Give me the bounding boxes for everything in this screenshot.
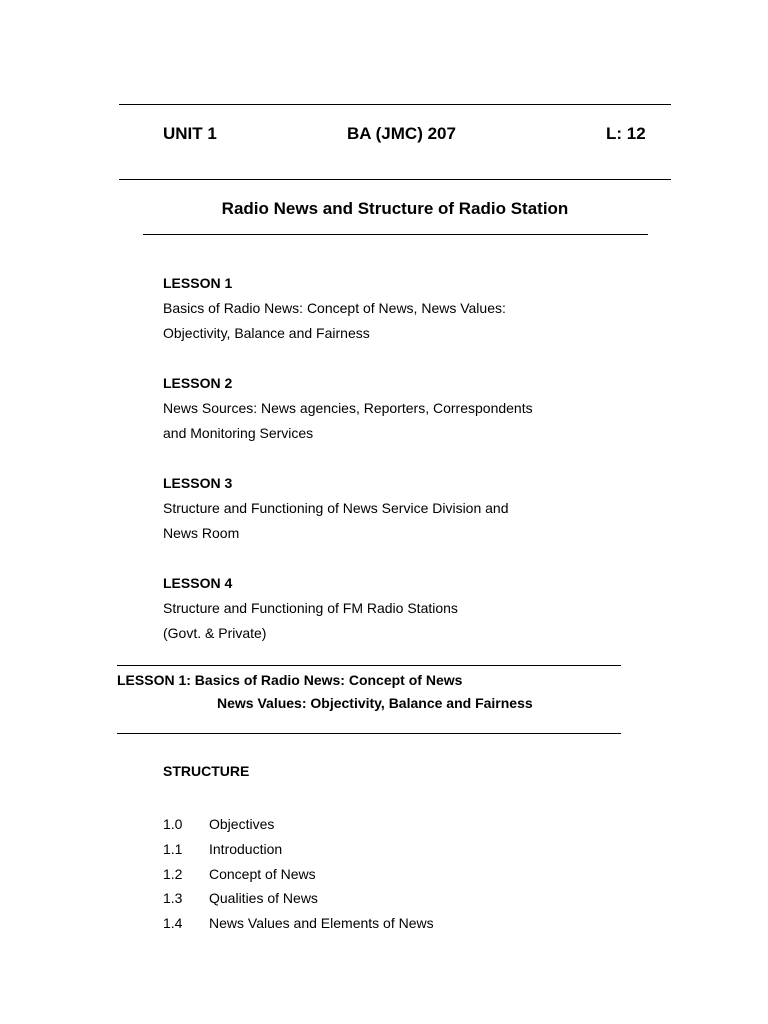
item-number: 1.1 bbox=[163, 840, 183, 857]
lesson-3-block bbox=[163, 471, 509, 546]
lesson-line: Objectivity, Balance and Fairness bbox=[163, 325, 370, 341]
header-top-rule bbox=[119, 104, 671, 105]
lesson-count: L: 12 bbox=[606, 124, 646, 143]
title-rule bbox=[143, 234, 648, 235]
list-item bbox=[163, 812, 434, 837]
lesson-heading-bottom-rule bbox=[117, 733, 621, 734]
item-text: Qualities of News bbox=[209, 890, 318, 907]
item-text: Concept of News bbox=[209, 865, 316, 882]
list-item bbox=[163, 837, 434, 862]
item-text: Introduction bbox=[209, 840, 283, 857]
lesson-line: News Sources: News agencies, Reporters, Correspondents bbox=[163, 400, 533, 416]
structure-heading: STRUCTURE bbox=[163, 763, 250, 779]
lesson-4-block bbox=[163, 571, 458, 646]
lesson-line: Structure and Functioning of News Service Division and bbox=[163, 500, 509, 516]
lesson-label: LESSON 3 bbox=[163, 475, 233, 491]
item-text: Objectives bbox=[209, 816, 275, 832]
item-text: News Values and Elements of News bbox=[209, 915, 434, 932]
lesson-line: (Govt. & Private) bbox=[163, 625, 267, 641]
lesson-heading-top-rule bbox=[117, 665, 621, 666]
item-number: 1.0 bbox=[163, 816, 183, 832]
lesson-1-block bbox=[163, 271, 506, 346]
item-number: 1.3 bbox=[163, 890, 183, 907]
item-number: 1.4 bbox=[163, 915, 183, 932]
lesson-2-block bbox=[163, 371, 533, 446]
item-number: 1.2 bbox=[163, 865, 183, 882]
header-bottom-rule bbox=[119, 179, 671, 180]
lesson-line: and Monitoring Services bbox=[163, 425, 314, 441]
lesson-heading-line-1: LESSON 1: Basics of Radio News: Concept of News bbox=[117, 672, 463, 688]
lesson-line: News Room bbox=[163, 525, 240, 541]
lesson-label: LESSON 4 bbox=[163, 575, 233, 591]
structure-list bbox=[163, 812, 434, 936]
course-code: BA (JMC) 207 bbox=[347, 124, 456, 143]
unit-label: UNIT 1 bbox=[163, 124, 217, 143]
lesson-line: Basics of Radio News: Concept of News, News Values: bbox=[163, 300, 506, 316]
list-item bbox=[163, 911, 434, 936]
lesson-label: LESSON 1 bbox=[163, 275, 233, 291]
page-title: Radio News and Structure of Radio Station bbox=[221, 199, 569, 218]
lesson-heading-line-2: News Values: Objectivity, Balance and Fairness bbox=[217, 695, 533, 711]
list-item bbox=[163, 886, 434, 911]
lesson-line: Structure and Functioning of FM Radio Stations bbox=[163, 600, 458, 616]
lesson-label: LESSON 2 bbox=[163, 375, 233, 391]
list-item bbox=[163, 862, 434, 887]
